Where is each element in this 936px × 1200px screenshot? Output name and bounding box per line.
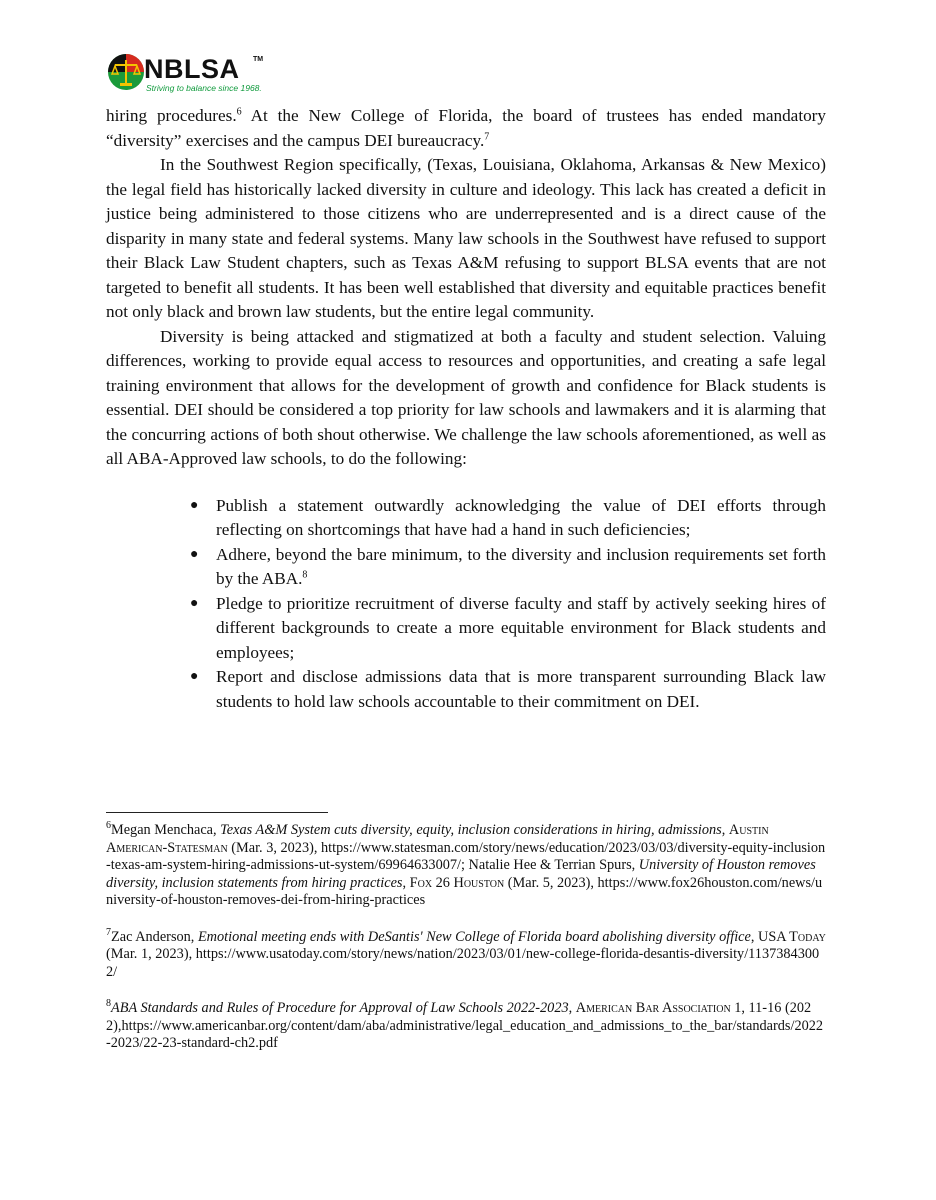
footnote-link[interactable]: https://www.fox26houston.com/news/university-of-houston-removes-dei-from-hiring-practices [106,874,823,908]
bullet-icon: ● [190,595,199,611]
logo-trademark: TM [253,56,264,63]
footnote-ref-8: 8 [302,569,308,581]
footnote-6: $^6$Megan Menchaca, Texas A&M System cuts diversity, equity, inclusion considerations in hiring, admissions, Austin American-Statesman (Mar. 3, 2023), https://www.statesman.com/story/news/education/2023/03/03/diversity-equity-inclusion-texas-am-system-hiring-admissions-ut-system/69964633007/; Natalie Hee & Terrian Spurs, University of Houston removes diversity, inclusion statements from hiring practices, Fox 26 Houston (Mar. 5, 2023), https://www.fox26houston.com/news/university-of-houston-removes-dei-from-hiring-practices [106,820,826,908]
paragraph-continued: hiring procedures.$^6$ At the New College of Florida, the board of trustees has ended mandatory “diversity” exercises and the campus DEI bureaucracy.$^7$ [106,106,827,150]
bullet-icon: ● [190,546,199,562]
scales-of-justice-icon [106,52,146,92]
footnote-link[interactable]: (Mar. 1, 2023), https://www.usatoday.com/story/news/nation/2023/03/01/new-college-florida-desantis-diversity/11373843002/ [106,946,820,980]
bullet-icon: ● [190,669,199,684]
list-item: ● Adhere, beyond the bare minimum, to the diversity and inclusion requirements set forth by the ABA.$^8$ [190,544,826,588]
list-item: ● Report and disclose admissions data that is more transparent surrounding Black law students to hold law schools accountable to their commitment on DEI. [190,667,826,711]
footnotes [106,822,826,1053]
paragraph-diversity-challenge: Diversity is being attacked and stigmatized at both a faculty and student selection. Valuing differences, working to provide equal access to resources and opportunities, and creating a safe legal training environment that allows for the development of growth and confidence for Black students is essential. DEI should be considered a top priority for law schools and lawmakers and it is alarming that the concurring actions of both shout otherwise. We challenge the law schools aforementioned, as well as all ABA-Approved law schools, to do the following: [106,326,826,468]
logo-tagline: Striving to balance since 1968. [146,83,262,93]
paragraph-southwest-region: In the Southwest Region specifically, (Texas, Louisiana, Oklahoma, Arkansas & New Mexico) the legal field has historically lacked diversity in culture and ideology. This lack has created a deficit in justice being administered to those citizens who are underrepresented and is a direct cause of the disparity in many state and federal systems. Many law schools in the Southwest have refused to support their Black Law Student chapters, such as Texas A&M refusing to support BLSA events that are not targeted to benefit all students. It has been well established that diversity and equitable practices benefit not only black and brown law students, but the entire legal community. [106,155,826,321]
footnote-8: $^8$ABA Standards and Rules of Procedure for Approval of Law Schools 2022-2023, American Bar Association 1, 11-16 (2022),https://www.americanbar.org/content/dam/aba/administrative/legal_education_and_admissions_to_the_bar/standards/2022-2023/22-23-standard-ch2.pdf [106,998,824,1051]
list-item: ● Pledge to prioritize recruitment of diverse faculty and staff by actively seeking hires of different backgrounds to create a more equitable environment for Black students and employees; [190,593,826,662]
footnote-link[interactable]: https://www.statesman.com/story/news/education/2023/03/03/diversity-equity-inclusion-texas-am-system-hiring-admissions-ut-system/69964633007/ [106,839,826,873]
nblsa-logo [106,52,266,98]
footnote-divider [106,812,328,813]
list-item: ● Publish a statement outwardly acknowledging the value of DEI efforts through reflecting on shortcomings that have had a hand in such deficiencies; [190,495,826,539]
footnote-ref-7: 7 [484,130,490,142]
letter-body [106,104,826,714]
footnote-ref-6: 6 [236,106,242,118]
footnote-7: $^7$Zac Anderson, Emotional meeting ends with DeSantis' New College of Florida board abolishing diversity office, USA Today (Mar. 1, 2023), https://www.usatoday.com/story/news/nation/2023/03/01/new-college-florida-desantis-diversity/11373843002/ [106,926,826,980]
footnote-link[interactable]: (2022),https://www.americanbar.org/content/dam/aba/administrative/legal_education_and_admissions_to_the_bar/standards/2022-2023/22-23-standard-ch2.pdf [106,1000,824,1051]
bullet-icon: ● [190,497,199,513]
demands-list [106,494,826,715]
logo-wordmark: NBLSA [144,54,240,84]
